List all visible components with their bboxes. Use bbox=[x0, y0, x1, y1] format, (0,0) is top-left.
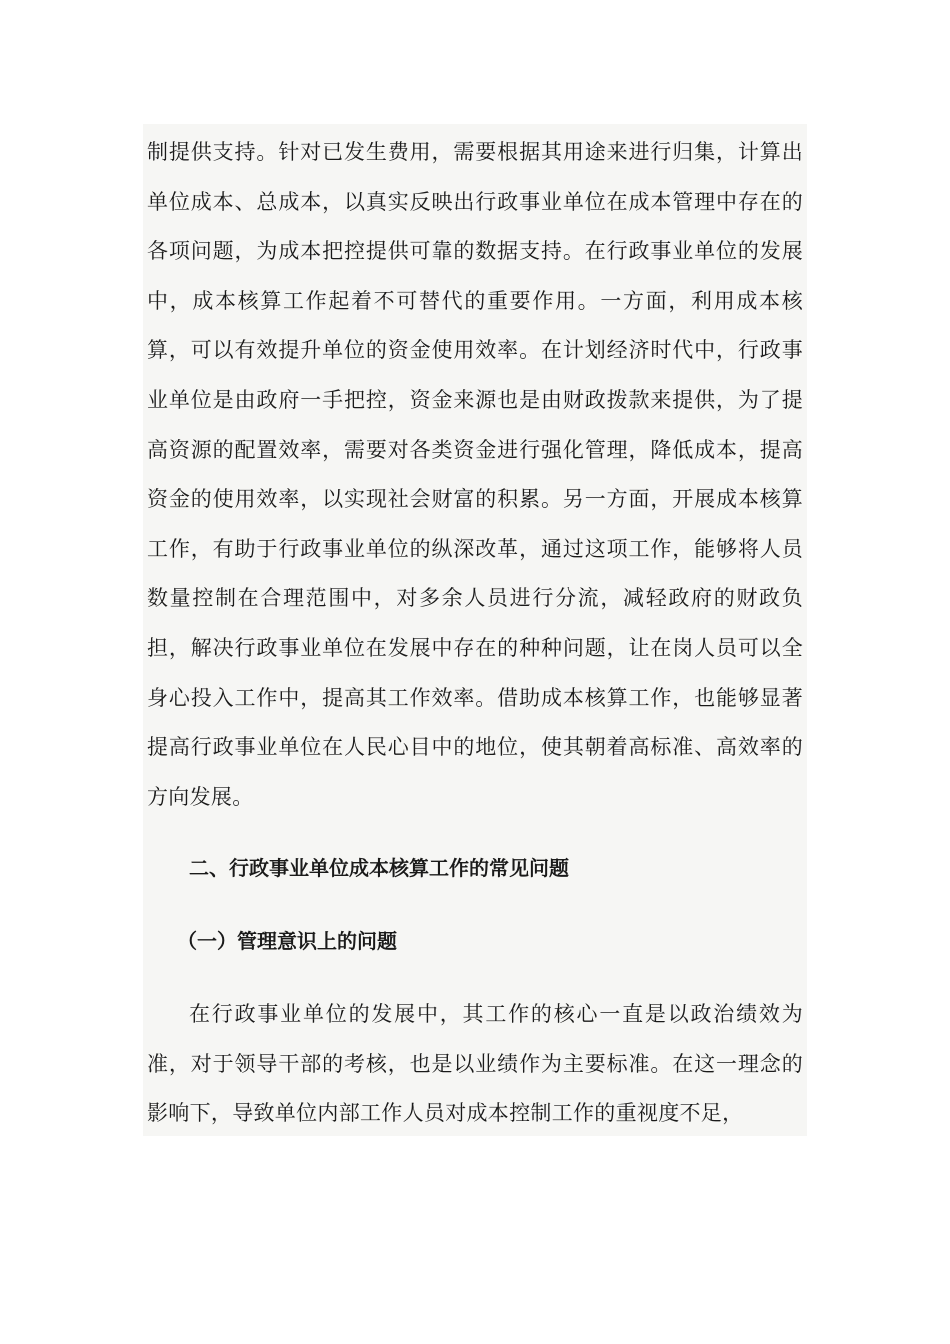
text-block bbox=[143, 124, 807, 1136]
subsection-heading: （一）管理意识上的问题 bbox=[177, 929, 397, 953]
section-heading: 二、行政事业单位成本核算工作的常见问题 bbox=[189, 856, 569, 880]
body-paragraph-2: 在行政事业单位的发展中，其工作的核心一直是以政治绩效为准，对于领导干部的考核，也是以业绩作为主要标准。在这一理念的影响下，导致单位内部工作人员对成本控制工作的重视度不足， bbox=[147, 1002, 803, 1126]
body-paragraph: 制提供支持。针对已发生费用，需要根据其用途来进行归集，计算出单位成本、总成本，以真实反映出行政事业单位在成本管理中存在的各项问题，为成本把控提供可靠的数据支持。在行政事业单位的发展中，成本核算工作起着不可替代的重要作用。一方面，利用成本核算，可以有效提升单位的资金使用效率。在计划经济时代中，行政事业单位是由政府一手把控，资金来源也是由财政拨款来提供，为了提高资源的配置效率，需要对各类资金进行强化管理，降低成本，提高资金的使用效率，以实现社会财富的积累。另一方面，开展成本核算工作，有助于行政事业单位的纵深改革，通过这项工作，能够将人员数量控制在合理范围中，对多余人员进行分流，减轻政府的财政负担，解决行政事业单位在发展中存在的种种问题，让在岗人员可以全身心投入工作中，提高其工作效率。借助成本核算工作，也能够显著提高行政事业单位在人民心目中的地位，使其朝着高标准、高效率的方向发展。 bbox=[147, 140, 803, 809]
